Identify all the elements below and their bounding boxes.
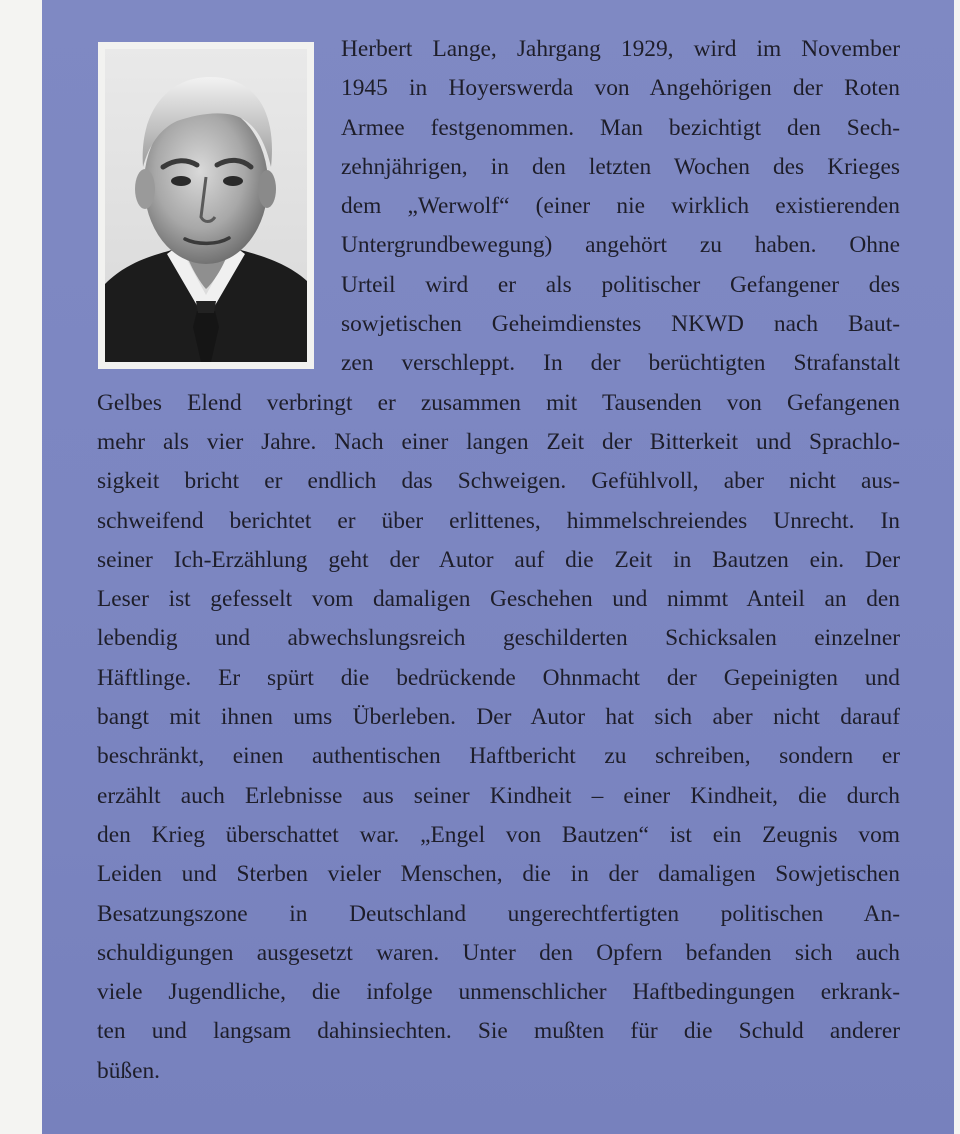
blurb-line: viele Jugendliche, die infolge unmenschlicher Haftbedingungen erkrank-: [97, 979, 900, 1006]
blurb-line: Leser ist gefesselt vom damaligen Geschehen und nimmt Anteil an den: [97, 586, 900, 613]
blurb-line: Besatzungszone in Deutschland ungerechtfertigten politischen An-: [97, 900, 900, 927]
blurb-line: Urteil wird er als politischer Gefangener des: [341, 271, 900, 298]
blurb-line: dem „Werwolf“ (einer nie wirklich existierenden: [341, 193, 900, 220]
blurb-line: büßen.: [97, 1057, 161, 1084]
author-blurb: [97, 30, 900, 1091]
blurb-line: Gelbes Elend verbringt er zusammen mit Tausenden von Gefangenen: [97, 389, 900, 416]
blurb-line: beschränkt, einen authentischen Haftbericht zu schreiben, sondern er: [97, 743, 900, 770]
blurb-line: schweifend berichtet er über erlittenes, himmelschreiendes Unrecht. In: [97, 507, 900, 534]
blurb-line: Armee festgenommen. Man bezichtigt den Sech-: [341, 114, 900, 141]
blurb-line: mehr als vier Jahre. Nach einer langen Zeit der Bitterkeit und Sprachlo-: [97, 428, 900, 455]
blurb-line: lebendig und abwechslungsreich geschilderten Schicksalen einzelner: [97, 625, 900, 652]
blurb-line: zen verschleppt. In der berüchtigten Strafanstalt: [341, 350, 900, 377]
blurb-line: sowjetischen Geheimdienstes NKWD nach Baut-: [341, 311, 900, 338]
blurb-line: Leiden und Sterben vieler Menschen, die in der damaligen Sowjetischen: [97, 861, 900, 888]
blurb-line: den Krieg überschattet war. „Engel von Bautzen“ ist ein Zeugnis vom: [97, 821, 900, 848]
blurb-line: zehnjährigen, in den letzten Wochen des Krieges: [341, 153, 900, 180]
blurb-line: seiner Ich-Erzählung geht der Autor auf die Zeit in Bautzen ein. Der: [97, 546, 900, 573]
blurb-line: Untergrundbewegung) angehört zu haben. Ohne: [341, 232, 900, 259]
blurb-line: Häftlinge. Er spürt die bedrückende Ohnmacht der Gepeinigten und: [97, 664, 900, 691]
blurb-line: schuldigungen ausgesetzt waren. Unter den Opfern befanden sich auch: [97, 939, 900, 966]
blurb-line: 1945 in Hoyerswerda von Angehörigen der Roten: [341, 75, 900, 102]
blurb-line: ten und langsam dahinsiechten. Sie mußten für die Schuld anderer: [97, 1018, 900, 1045]
blurb-line: erzählt auch Erlebnisse aus seiner Kindheit – einer Kindheit, die durch: [97, 782, 900, 809]
blurb-line: bangt mit ihnen ums Überleben. Der Autor hat sich aber nicht darauf: [97, 704, 900, 731]
blurb-line: sigkeit bricht er endlich das Schweigen. Gefühlvoll, aber nicht aus-: [97, 468, 900, 495]
blurb-line: Herbert Lange, Jahrgang 1929, wird im November: [341, 36, 900, 62]
